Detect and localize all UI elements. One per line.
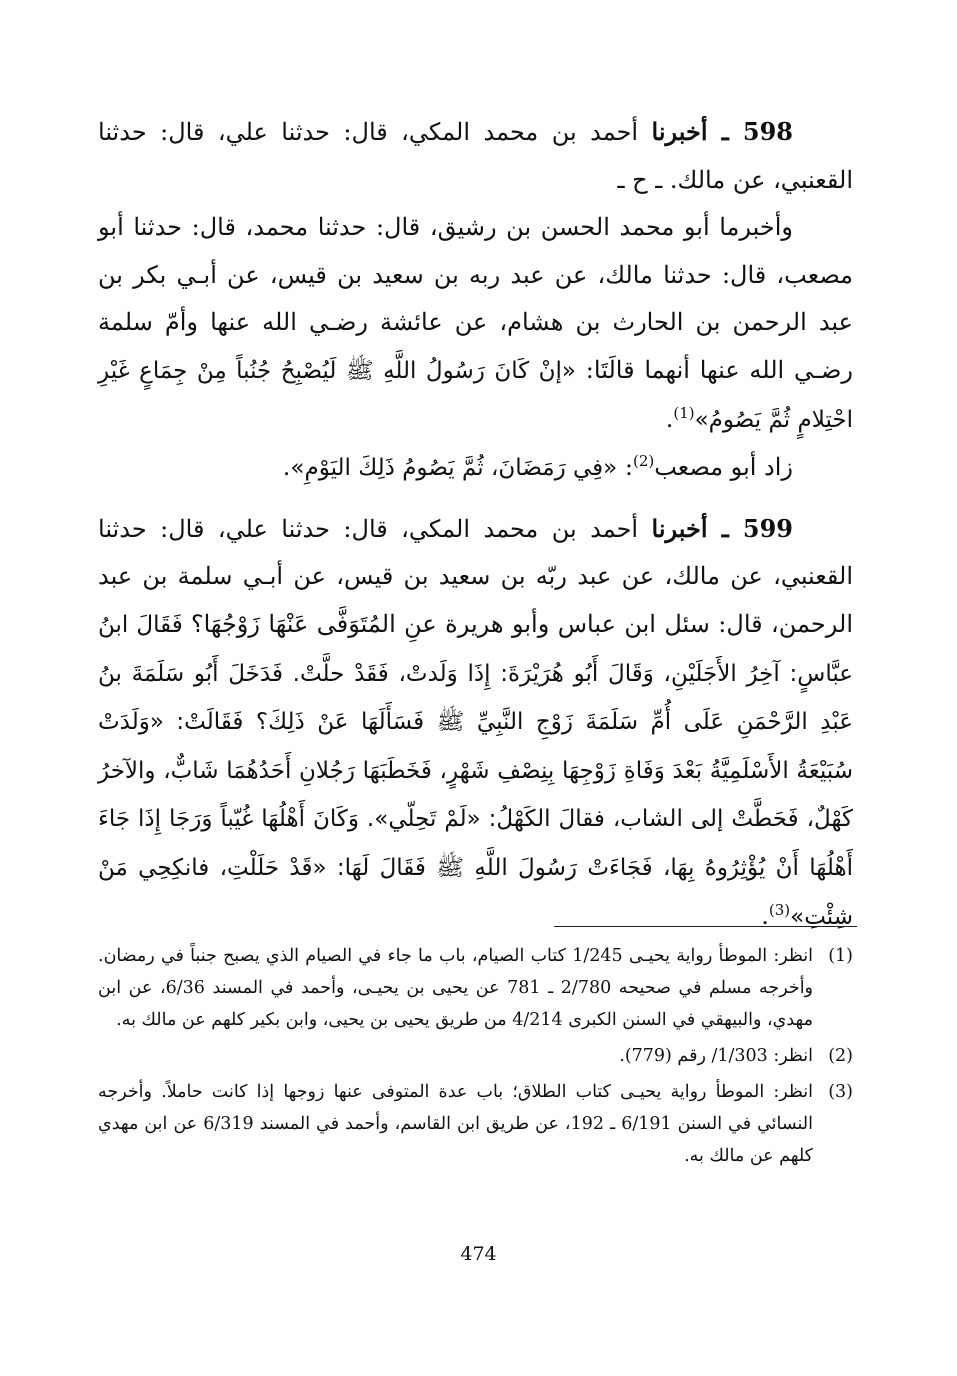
page-number: 474 (460, 1243, 497, 1265)
sentence-end: . (665, 404, 674, 433)
footnote-text: انظر: 1/303/ رقم (779). (619, 1046, 813, 1066)
footnote-2 (98, 1040, 853, 1072)
footnote-ref: (1) (673, 403, 695, 422)
addition-quote: «فِي رَمَضَانَ، ثُمَّ يَصُومُ ذَلِكَ اليَوْمِ» (290, 455, 618, 482)
sentence-end: . (761, 901, 769, 930)
footnote-3 (98, 1076, 853, 1172)
hadith-599 (98, 505, 853, 941)
footnote-1 (98, 940, 853, 1036)
hadith-text: أحمد بن محمد المكي، قال: حدثنا علي، قال: حدثنا القعنبي، عن مالك، عن عبد ربّه بن سعيد بن قيس، عن أبـي سلمة بن عبد الرحمن، قال: سئل ابن عباس وأبو هريرة عنِ المُتَوَفَّى عَنْهَا زَوْجُهَا؟ (98, 514, 853, 638)
addition-text: زاد أبو مصعب (654, 453, 793, 482)
footnote-mark: (3) (828, 1082, 853, 1102)
hadith-dash: ـ (707, 117, 743, 146)
colon: : (617, 453, 633, 482)
footnotes (98, 940, 853, 1172)
paragraph-addition (98, 444, 853, 493)
footnote-ref: (2) (632, 452, 655, 471)
footnote-separator (554, 926, 857, 927)
sentence-end: . (282, 453, 291, 482)
hadith-intro: أخبرنا (651, 513, 708, 543)
hadith-number: 598 (742, 117, 794, 146)
isnad-text: وأخبرما أبو محمد الحسن بن رشيق، قال: حدثنا محمد، قال: حدثنا أبو مصعب، قال: حدثنا مالك، عن عبد ربه بن سعيد بن قيس، عن أبـي بكر بن عبد الرحمن بن الحارث بن هشام، عن عائشة رضـي الله عنها وأمّ سلمة رضـي الله عنها أنهما قالَتَا: (98, 213, 853, 384)
hadith-text: أحمد بن محمد المكي، قال: حدثنا علي، قال: حدثنا القعنبي، عن مالك. ـ ح ـ (98, 118, 853, 194)
main-text (98, 108, 853, 941)
hadith-intro: أخبرنا (651, 117, 708, 146)
hadith-quote: فَقَالَ ابنُ عبَّاسٍ: آخِرُ الأَجَلَيْنِ، وَقَالَ أَبُو هُرَيْرَةَ: إِذَا وَلَدتْ، فَقَدْ حلَّتْ. فَدَخَلَ أَبُو سَلَمَةَ بنُ عَبْدِ الرَّحْمَنِ عَلَى أُمِّ سَلَمَةَ زَوْجِ النَّبِيِّ ﷺ فَسَأَلَهَا عَنْ ذَلِكَ؟ فَقَالَتْ: «وَلَدَتْ سُبَيْعَةُ الأَسْلَمِيَّةُ بَعْدَ وَفَاةِ زَوْجِهَا بِنِصْفِ شَهْرٍ، فَخَطَبَهَا رَجُلانِ أَحَدُهُمَا شَابٌّ، والآخرُ كَهْلٌ، فَحَطَّتْ إلى الشاب، فقالَ الكَهْلُ: «لَمْ تَحِلّي». وَكَانَ أَهْلُهَا غُيّباً وَرَجَا إِذَا جَاءَ أَهْلُهَا أَنْ يُؤْثِرُوهُ بِهَا، فَجَاءَتْ رَسُولَ اللَّهِ ﷺ فَقَالَ لَهَا: «قَدْ حَلَلْتِ، فانكِحِي مَنْ شِئْتِ» (98, 611, 853, 930)
footnote-mark: (1) (828, 946, 853, 966)
hadith-number: 599 (742, 513, 794, 543)
hadith-dash: ـ (707, 513, 743, 543)
footnote-text: انظر: الموطأ رواية يحيـى 1/245 كتاب الصيام، باب ما جاء في الصيام الذي يصبح جنباً في رمضان. وأخرجه مسلم في صحيحه 2/780 ـ 781 عن يحيى بن يحيـى، وأحمد في المسند 6/36، عن ابن مهدي، والبيهقي في السنن الكبرى 4/214 من طريق يحيى بن يحيى، وابن بكير كلهم عن مالك به. (98, 946, 814, 1030)
footnote-mark: (2) (828, 1046, 853, 1066)
hadith-598 (98, 108, 853, 204)
footnote-ref: (3) (768, 900, 791, 919)
prophetic-quote: «إنْ كَانَ رَسُولُ اللَّهِ ﷺ لَيُصْبِحُ جُنُباً مِنْ جِمَاعٍ غَيْرِ احْتِلامٍ ثُمَّ يَصُومُ» (98, 357, 853, 433)
footnote-text: انظر: الموطأ رواية يحيـى كتاب الطلاق؛ باب عدة المتوفى عنها زوجها إذا كانت حاملاً. وأخرجه النسائي في السنن 6/191 ـ 192، عن طريق ابن القاسم، وأحمد في المسند 6/319 عن ابن مهدي كلهم عن مالك به. (98, 1082, 813, 1166)
paragraph-isnad (98, 204, 853, 444)
